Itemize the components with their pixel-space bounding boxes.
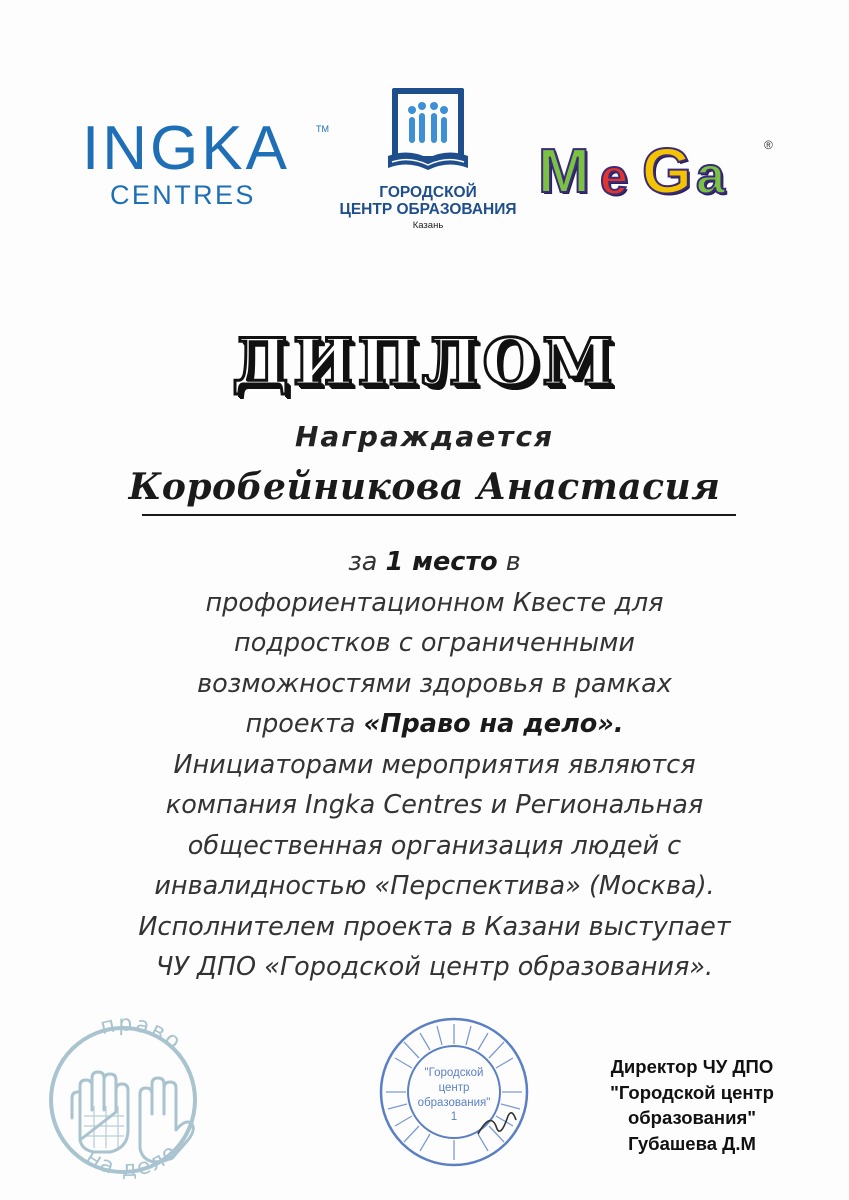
body-line: возможностями здоровья в рамках	[197, 668, 672, 699]
mega-logo	[538, 132, 778, 207]
book-people-emblem-icon	[386, 86, 470, 180]
mega-letter-a: a	[696, 147, 725, 205]
ingka-trademark: TM	[316, 124, 329, 134]
recipient-name: Коробейникова Анастасия	[128, 466, 721, 508]
stamp-number: 1	[450, 1111, 458, 1123]
project-prefix: проекта	[245, 709, 356, 739]
diploma-body	[60, 542, 809, 988]
pravo-logo-bottom-text: на дело	[81, 1138, 184, 1183]
project-name: «Право на дело».	[363, 709, 624, 739]
pravo-logo-top-text: право	[98, 1011, 187, 1056]
stamp-line3: образования"	[417, 1097, 491, 1109]
signatory-org-line2: образования"	[627, 1107, 757, 1128]
stamp-line1: "Городской	[424, 1067, 484, 1079]
gco-logo-line1: ГОРОДСКОЙ	[379, 184, 477, 201]
mega-letter-g: G	[642, 135, 692, 207]
body-line: ЧУ ДПО «Городской центр образования».	[155, 952, 714, 982]
signature-block	[566, 1054, 818, 1156]
place-suffix: в	[505, 547, 521, 577]
signatory-title: Директор ЧУ ДПО	[610, 1056, 774, 1077]
body-line: Исполнителем проекта в Казани выступает	[138, 911, 731, 942]
mega-letter-e: e	[600, 149, 628, 205]
place-prefix: за	[348, 547, 378, 577]
gco-logo-line2: ЦЕНТР ОБРАЗОВАНИЯ	[339, 201, 517, 218]
diploma-title: ДИПЛОМ	[232, 325, 617, 400]
pravo-na-delo-logo	[28, 990, 218, 1190]
ingka-logo-subword: CENTRES	[110, 180, 256, 210]
gco-logo-city: Казань	[412, 220, 444, 231]
stamp-line2: центр	[438, 1082, 470, 1094]
place-value: 1 место	[385, 547, 498, 577]
body-line: инвалидностью «Перспектива» (Москва).	[154, 871, 715, 901]
body-line: профориентационном Квесте для	[205, 587, 664, 618]
body-line: общественная организация людей с	[187, 830, 682, 861]
project-line	[60, 704, 809, 745]
body-line: подростков с ограниченными	[234, 628, 635, 658]
mega-letter-m: M	[538, 137, 590, 206]
body-line: Инициаторами мероприятия являются	[173, 749, 696, 780]
signatory-name: Губашева Д.М	[628, 1132, 756, 1154]
recipient-underline	[142, 514, 736, 516]
ingka-logo-word: INGKA	[82, 114, 290, 183]
body-line: компания Ingka Centres и Региональная	[165, 790, 704, 820]
city-education-center-logo	[328, 86, 528, 258]
organization-stamp	[378, 1016, 530, 1168]
place-line	[60, 542, 809, 583]
signatory-org-line1: "Городской центр	[610, 1081, 774, 1103]
ingka-centres-logo	[82, 114, 332, 218]
awarded-label: Награждается	[294, 420, 555, 453]
mega-registered-mark: ®	[764, 138, 773, 152]
hands-grid-icon	[84, 1106, 124, 1148]
